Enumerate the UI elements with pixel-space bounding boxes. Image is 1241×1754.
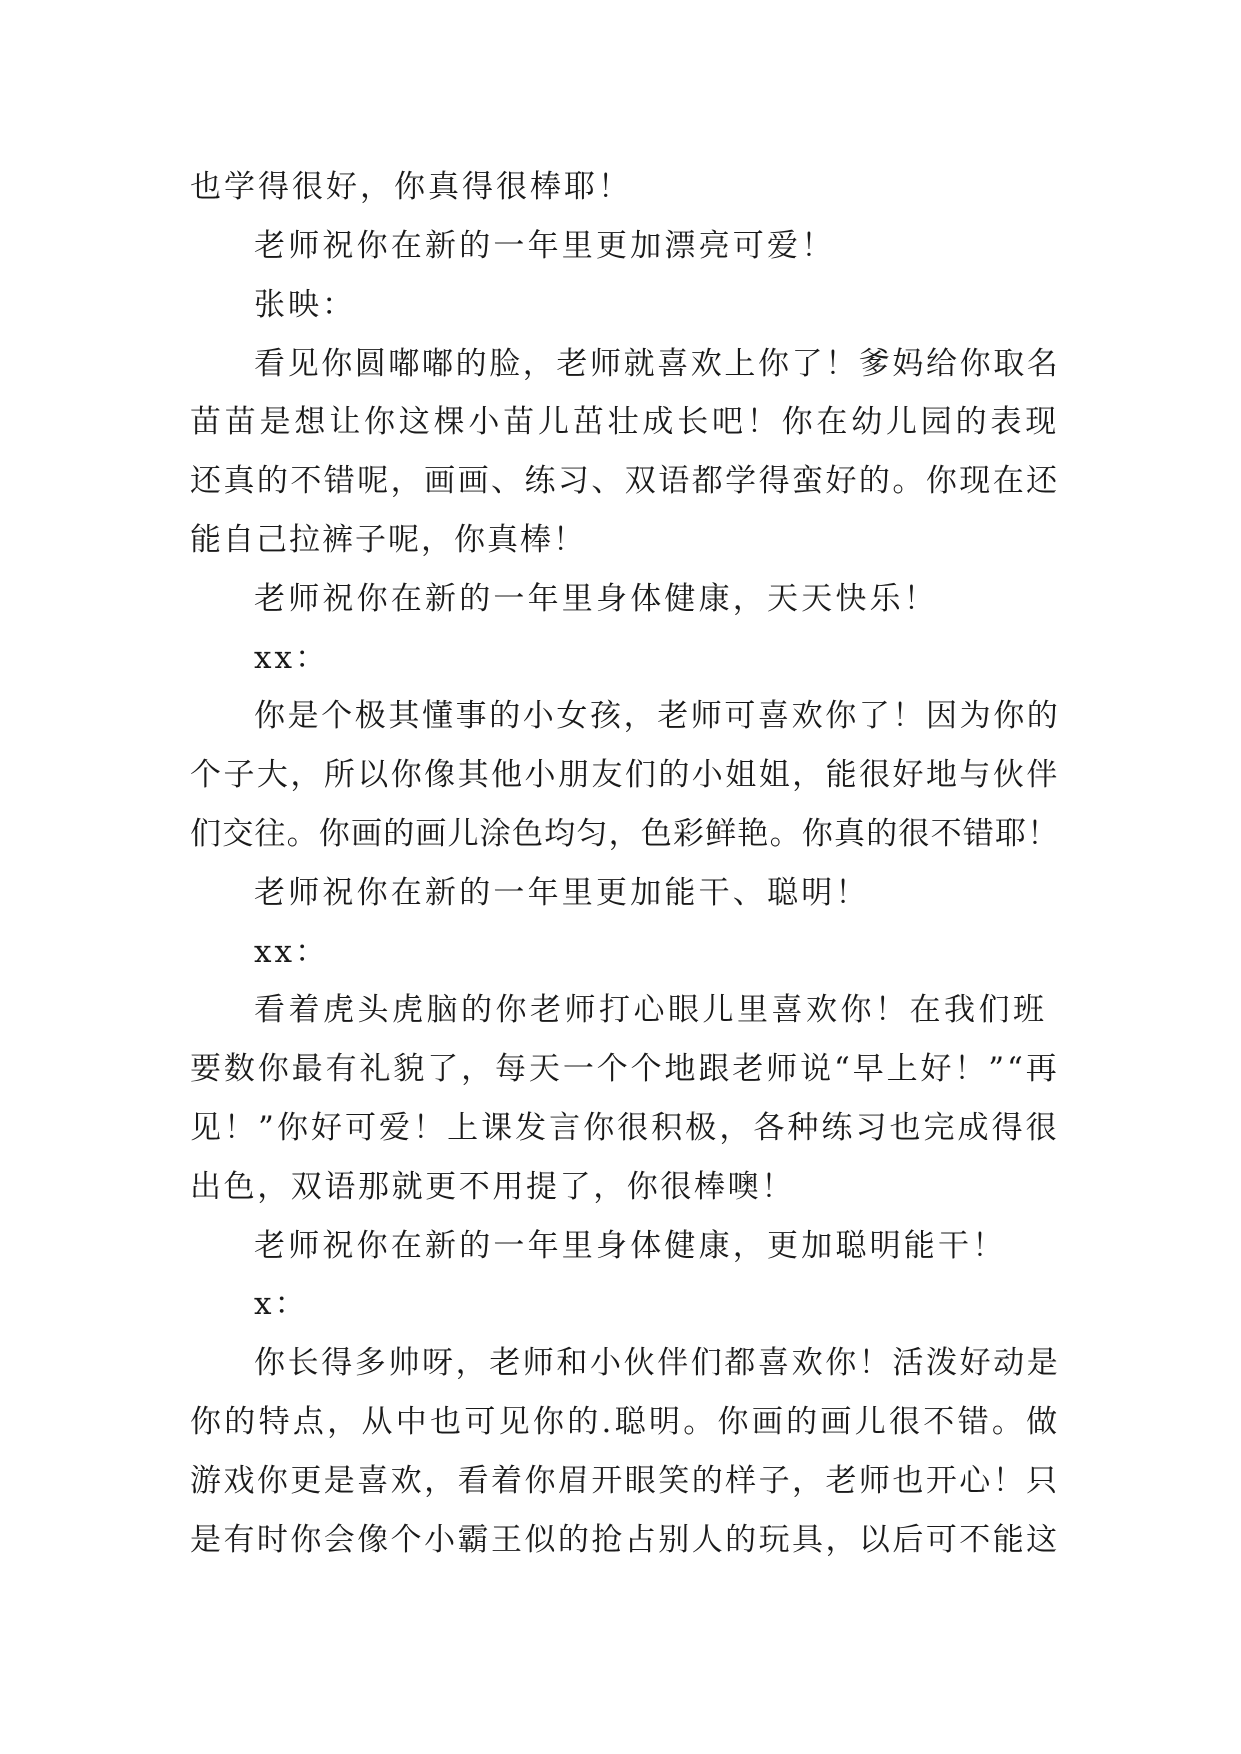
text-line: 要数你最有礼貌了，每天一个个地跟老师说“早上好！”“再 bbox=[190, 1051, 1060, 1087]
text-line: 老师祝你在新的一年里身体健康，更加聪明能干！ bbox=[254, 1228, 1007, 1264]
text-line: 你是个极其懂事的小女孩，老师可喜欢你了！因为你的 bbox=[254, 698, 1061, 734]
text-line: xx： bbox=[254, 640, 329, 676]
text-line: 也学得很好，你真得很棒耶！ bbox=[190, 169, 632, 205]
text-line: 出色，双语那就更不用提了，你很棒噢！ bbox=[190, 1169, 795, 1205]
text-line: 是有时你会像个小霸王似的抢占别人的玩具，以后可不能这 bbox=[190, 1522, 1060, 1558]
text-line: x： bbox=[254, 1286, 309, 1322]
text-line: 们交往。你画的画儿涂色均匀，色彩鲜艳。你真的很不错耶！ bbox=[190, 816, 1060, 852]
text-line: 张映： bbox=[254, 287, 356, 323]
text-line: 老师祝你在新的一年里更加能干、聪明！ bbox=[254, 875, 870, 911]
text-line: xx： bbox=[254, 934, 329, 970]
text-line: 看着虎头虎脑的你老师打心眼儿里喜欢你！在我们班 bbox=[254, 992, 1048, 1028]
text-line: 游戏你更是喜欢，看着你眉开眼笑的样子，老师也开心！只 bbox=[190, 1463, 1060, 1499]
text-line: 个子大，所以你像其他小朋友们的小姐姐，能很好地与伙伴 bbox=[190, 757, 1060, 793]
text-line: 老师祝你在新的一年里身体健康，天天快乐！ bbox=[254, 581, 938, 617]
text-line: 你长得多帅呀，老师和小伙伴们都喜欢你！活泼好动是 bbox=[254, 1345, 1061, 1381]
text-line: 能自己拉裤子呢，你真棒！ bbox=[190, 522, 586, 558]
text-line: 老师祝你在新的一年里更加漂亮可爱！ bbox=[254, 228, 836, 264]
text-line: 看见你圆嘟嘟的脸，老师就喜欢上你了！爹妈给你取名 bbox=[254, 346, 1061, 382]
text-line: 你的特点，从中也可见你的.聪明。你画的画儿很不错。做 bbox=[190, 1404, 1061, 1440]
text-line: 苗苗是想让你这棵小苗儿茁壮成长吧！你在幼儿园的表现 bbox=[190, 404, 1060, 440]
text-line: 还真的不错呢，画画、练习、双语都学得蛮好的。你现在还 bbox=[190, 463, 1060, 499]
text-line: 见！”你好可爱！上课发言你很积极，各种练习也完成得很 bbox=[190, 1110, 1060, 1146]
